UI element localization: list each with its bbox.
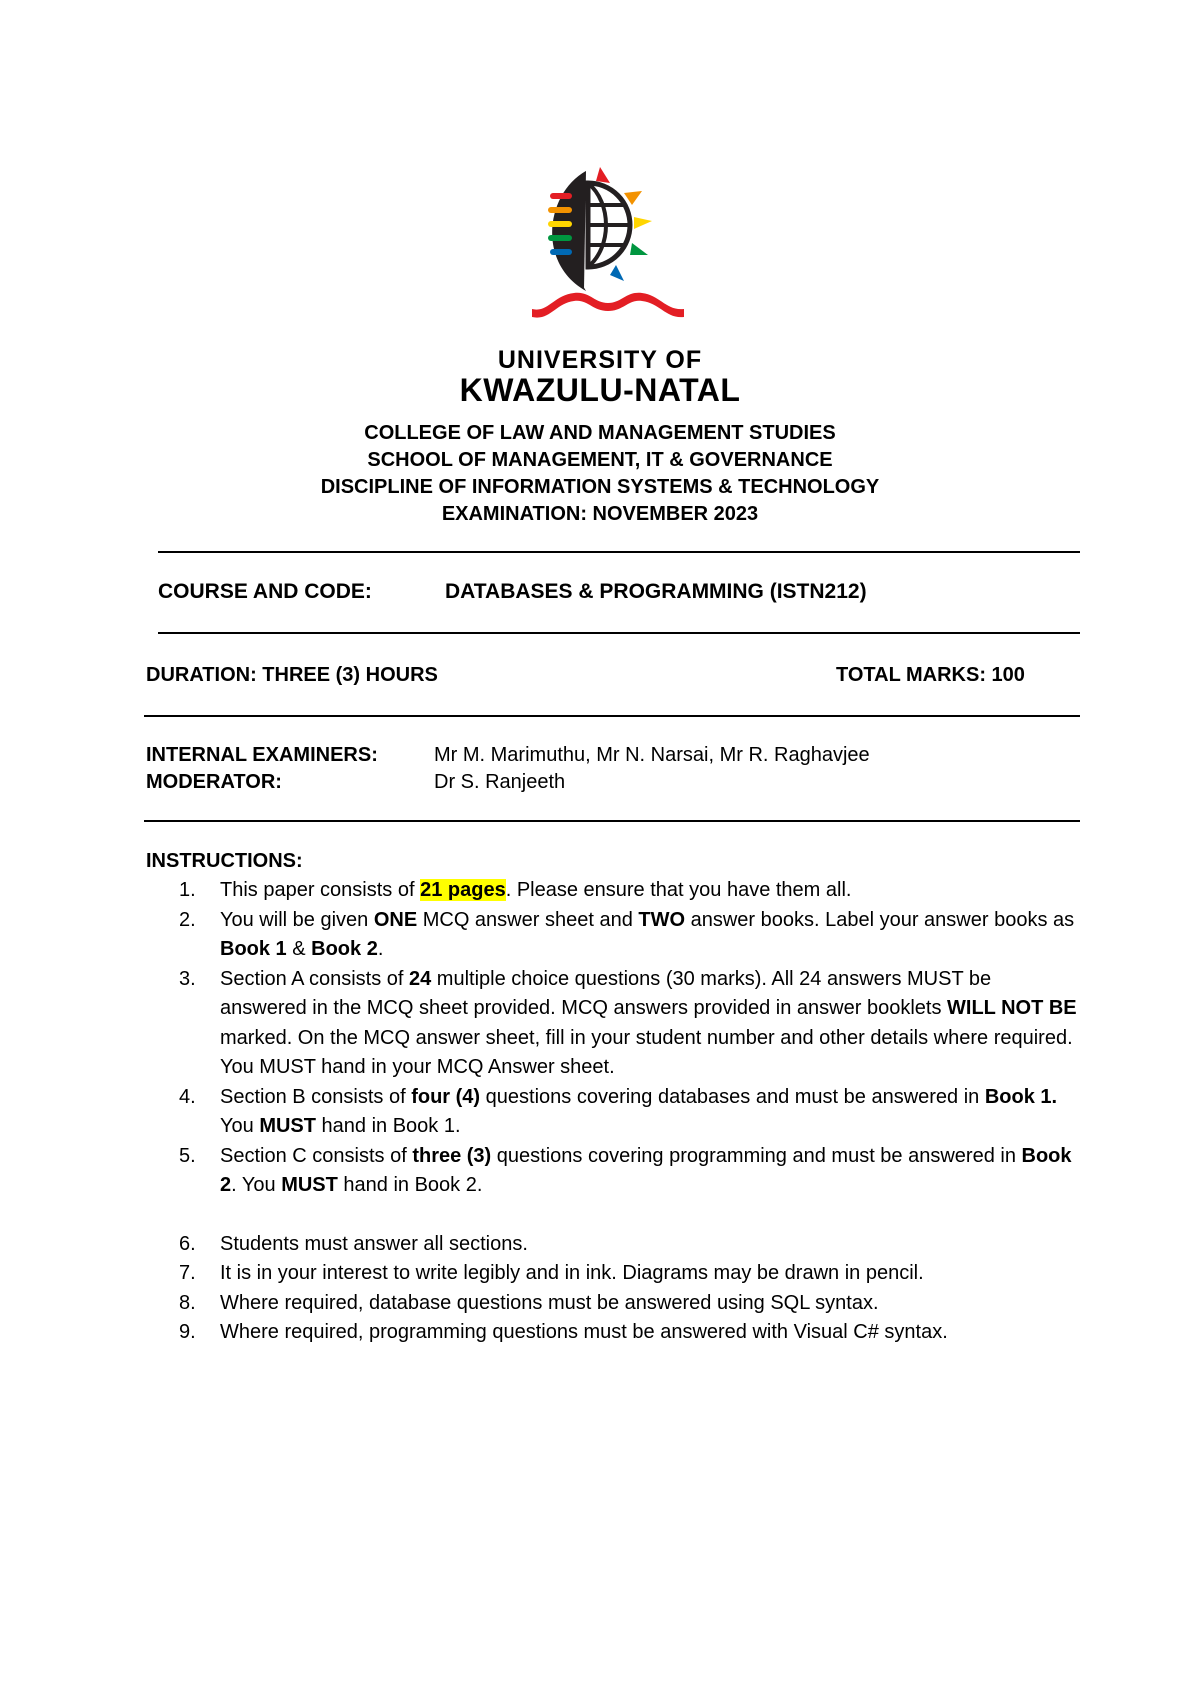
instruction-text: answer books. Label your answer books as	[685, 908, 1075, 931]
instruction-item	[146, 965, 1082, 1083]
university-name-line2: KWAZULU-NATAL	[459, 372, 741, 408]
duration: DURATION: THREE (3) HOURS	[146, 664, 438, 686]
divider	[158, 551, 1080, 553]
instruction-text: Book 1	[220, 938, 287, 960]
instruction-text: MCQ answer sheet and	[417, 908, 639, 931]
instruction-text: hand in Book 1.	[315, 1115, 461, 1137]
instruction-text: questions covering programming and must be answered in	[491, 1144, 1022, 1167]
moderator-label: MODERATOR:	[146, 771, 282, 793]
divider	[158, 632, 1080, 634]
instruction-text: marked. On the MCQ answer sheet, fill in your student number and other details where required. You MUST hand in your MCQ Answer sheet.	[220, 1026, 1073, 1078]
instruction-text: MUST	[259, 1115, 316, 1137]
instruction-number: 5.	[179, 1144, 196, 1167]
examiners-value: Mr M. Marimuthu, Mr N. Narsai, Mr R. Raghavjee	[434, 744, 870, 766]
instruction-text: Section B consists of	[220, 1085, 412, 1108]
instruction-number: 7.	[179, 1262, 196, 1284]
instruction-text: WILL NOT BE	[947, 997, 1077, 1019]
course-label: COURSE AND CODE:	[158, 580, 372, 603]
divider	[144, 715, 1080, 717]
discipline-heading: DISCIPLINE OF INFORMATION SYSTEMS & TECHNOLOGY	[320, 476, 880, 498]
instruction-text: Book 1.	[984, 1085, 1058, 1108]
instruction-item	[146, 1318, 1082, 1348]
instruction-text: Book 2	[220, 1144, 1072, 1196]
moderator-value: Dr S. Ranjeeth	[434, 771, 566, 793]
instruction-item	[146, 1142, 1082, 1201]
examiners-label: INTERNAL EXAMINERS:	[146, 744, 378, 766]
instruction-number: 9.	[179, 1321, 196, 1343]
instruction-text: . You	[231, 1174, 282, 1196]
instruction-text: You	[220, 1115, 260, 1137]
instruction-item	[146, 906, 1082, 965]
instruction-text: Where required, programming questions must be answered with Visual C# syntax.	[220, 1321, 948, 1343]
instruction-number: 4.	[179, 1085, 196, 1108]
instruction-text: 21 pages	[420, 879, 506, 901]
school-heading: SCHOOL OF MANAGEMENT, IT & GOVERNANCE	[367, 449, 833, 471]
instruction-number: 3.	[179, 967, 196, 990]
instruction-text: Where required, database questions must be answered using SQL syntax.	[220, 1291, 879, 1314]
university-name-line1: UNIVERSITY OF	[497, 346, 703, 374]
instruction-number: 8.	[179, 1291, 196, 1314]
instruction-text: multiple choice questions (30 marks). All 24 answers MUST be answered in the MCQ sheet provided. MCQ answers provided in answer booklets	[220, 967, 992, 1019]
instruction-text: TWO	[638, 908, 686, 931]
instruction-item	[146, 1083, 1082, 1142]
examination-heading: EXAMINATION: NOVEMBER 2023	[441, 503, 759, 525]
instruction-text: Section C consists of	[220, 1144, 413, 1167]
course-value: DATABASES & PROGRAMMING (ISTN212)	[445, 580, 867, 603]
instruction-text: questions covering databases and must be answered in	[480, 1085, 985, 1108]
instruction-text: &	[286, 938, 312, 960]
instruction-text: It is in your interest to write legibly and in ink. Diagrams may be drawn in pencil.	[220, 1262, 924, 1284]
instruction-item	[146, 1259, 1082, 1289]
instruction-text: ONE	[373, 908, 418, 931]
instruction-number: 6.	[179, 1232, 196, 1255]
instructions-heading: INSTRUCTIONS:	[146, 850, 303, 872]
divider	[144, 820, 1080, 822]
instruction-item	[146, 1230, 1082, 1260]
instruction-text: four (4)	[411, 1085, 481, 1108]
instruction-text: MUST	[281, 1174, 338, 1196]
total-marks: TOTAL MARKS: 100	[836, 664, 1025, 686]
instruction-text: three (3)	[412, 1144, 492, 1167]
ukzn-crest-logo	[528, 163, 688, 343]
instruction-text: . Please ensure that you have them all.	[505, 879, 852, 901]
instruction-text: Students must answer all sections.	[220, 1232, 528, 1255]
instruction-number: 1.	[179, 879, 196, 901]
instructions-list	[146, 876, 1082, 1348]
instruction-text: Book 2	[311, 938, 378, 960]
instruction-text: .	[377, 938, 384, 960]
college-heading: COLLEGE OF LAW AND MANAGEMENT STUDIES	[364, 422, 836, 444]
instruction-text: This paper consists of	[220, 879, 421, 901]
instruction-number: 2.	[179, 908, 196, 931]
instruction-text: 24	[409, 967, 432, 990]
instruction-text: Section A consists of	[220, 967, 409, 990]
exam-headings	[0, 420, 1200, 528]
instruction-item	[146, 1289, 1082, 1319]
instruction-text: hand in Book 2.	[337, 1174, 483, 1196]
instruction-text: You will be given	[220, 908, 374, 931]
instruction-item	[146, 876, 1082, 906]
